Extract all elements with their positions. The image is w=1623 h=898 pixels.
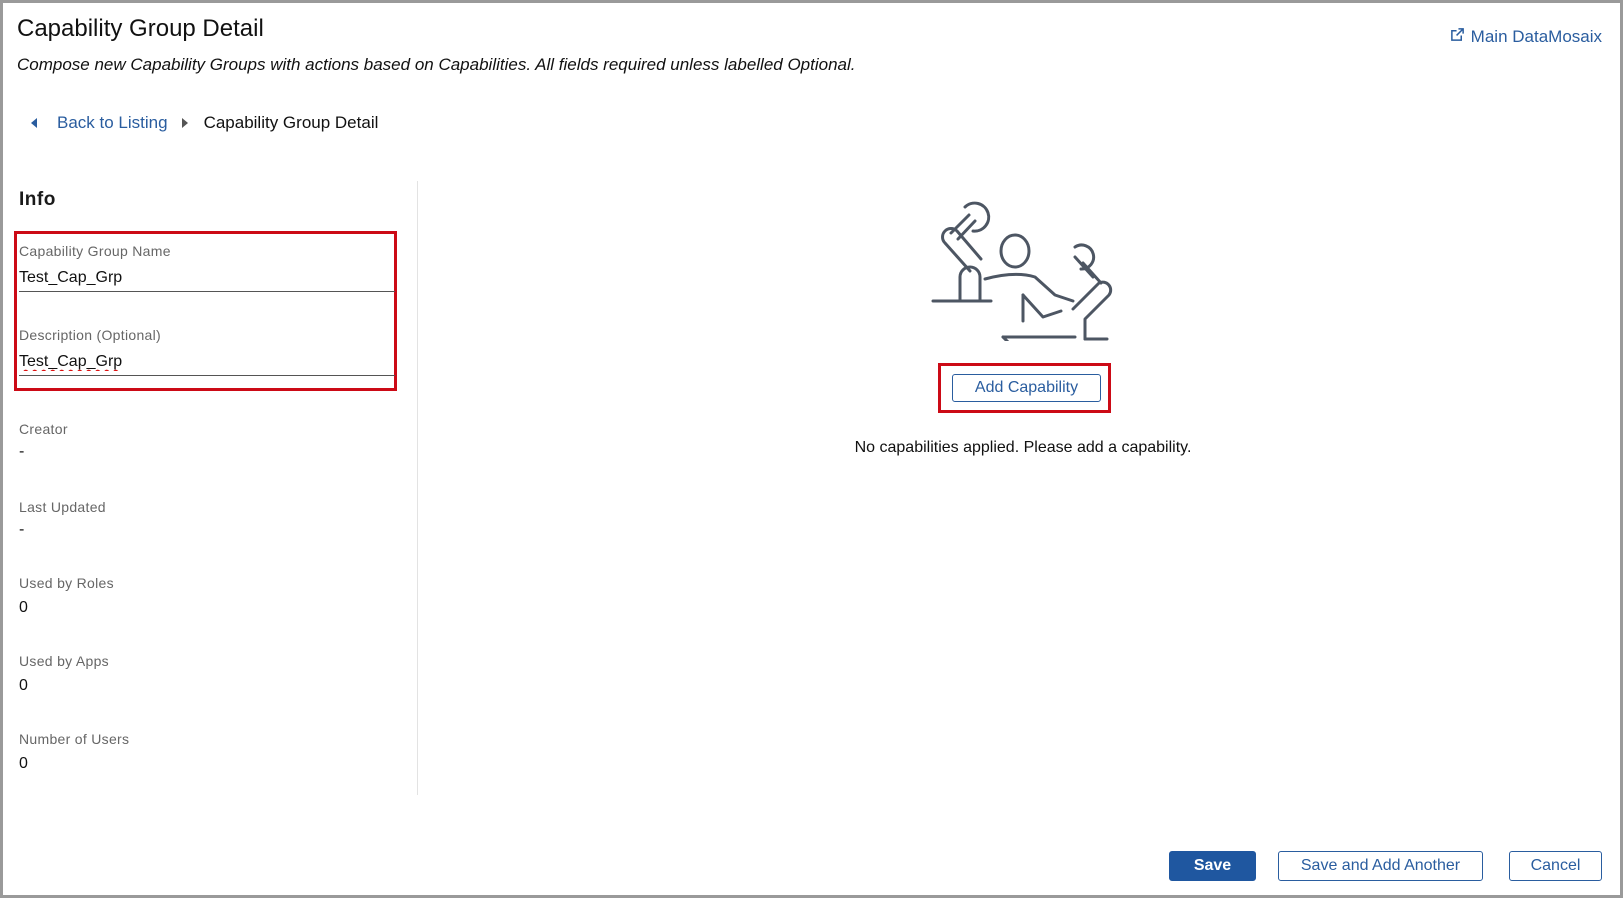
add-capability-button[interactable]: Add Capability <box>952 374 1101 402</box>
number-of-users-label: Number of Users <box>19 731 130 747</box>
cancel-button[interactable]: Cancel <box>1509 851 1602 881</box>
info-panel <box>17 181 418 795</box>
main-datamosaix-link[interactable] <box>1450 27 1602 47</box>
robot-arms-illustration-icon <box>925 191 1121 341</box>
save-and-add-another-button[interactable]: Save and Add Another <box>1278 851 1483 881</box>
external-link-icon <box>1450 27 1465 47</box>
capability-group-name-input[interactable] <box>19 265 395 292</box>
page-subtitle: Compose new Capability Groups with actions based on Capabilities. All fields required unless labelled Optional. <box>17 55 856 74</box>
description-label: Description (Optional) <box>19 327 161 343</box>
used-by-roles-label: Used by Roles <box>19 575 114 591</box>
creator-label: Creator <box>19 421 68 437</box>
back-to-listing-link[interactable]: Back to Listing <box>57 113 168 132</box>
page-title: Capability Group Detail <box>17 15 264 42</box>
caret-left-icon <box>31 118 37 128</box>
last-updated-value: - <box>19 521 25 538</box>
used-by-roles-value: 0 <box>19 599 28 616</box>
capability-group-name-label: Capability Group Name <box>19 243 171 259</box>
breadcrumb-current: Capability Group Detail <box>203 113 379 132</box>
caret-right-icon <box>182 118 188 128</box>
description-input[interactable] <box>19 349 395 376</box>
creator-value: - <box>19 443 25 460</box>
used-by-apps-label: Used by Apps <box>19 653 109 669</box>
empty-capabilities-message: No capabilities applied. Please add a capability. <box>854 439 1192 456</box>
capabilities-area <box>423 181 1603 795</box>
breadcrumb <box>31 113 378 133</box>
last-updated-label: Last Updated <box>19 499 106 515</box>
save-button[interactable]: Save <box>1169 851 1256 881</box>
main-datamosaix-label: Main DataMosaix <box>1470 27 1602 46</box>
used-by-apps-value: 0 <box>19 677 28 694</box>
info-heading: Info <box>19 189 56 210</box>
number-of-users-value: 0 <box>19 755 28 772</box>
